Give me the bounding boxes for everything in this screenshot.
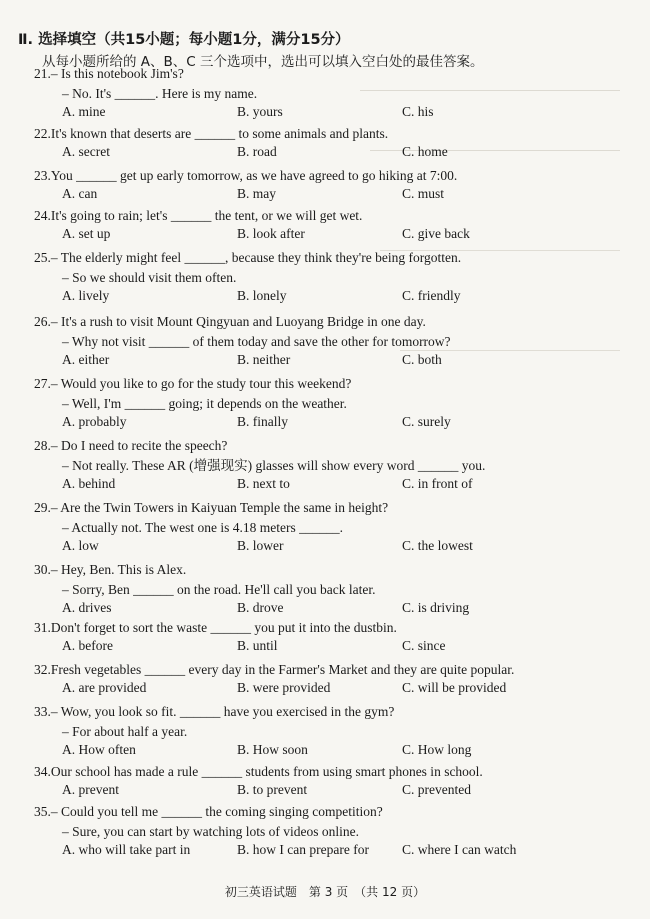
option-c: C. the lowest	[402, 538, 473, 553]
option-a: A. mine	[62, 104, 106, 119]
option-a: A. before	[62, 638, 113, 653]
question-text: You ______ get up early tomorrow, as we have agreed to go hiking at 7:00.	[50, 168, 458, 183]
option-c: C. surely	[402, 414, 451, 429]
question-stem	[34, 166, 634, 186]
question-line: – Well, I'm ______ going; it depends on the weather.	[62, 396, 347, 411]
question-line: – Not really. These AR (增强现实) glasses will show every word ______ you.	[62, 458, 486, 473]
question-number: 27.	[34, 376, 51, 391]
option-c: C. is driving	[402, 600, 470, 615]
option-c: C. in front of	[402, 476, 473, 491]
option-a: A. behind	[62, 476, 116, 491]
question-32	[34, 660, 634, 700]
answer-options	[34, 782, 634, 802]
answer-options	[34, 600, 634, 620]
option-a: A. secret	[62, 144, 110, 159]
question-33	[34, 702, 634, 762]
option-a: A. either	[62, 352, 110, 367]
option-c: C. will be provided	[402, 680, 507, 695]
answer-options	[34, 226, 634, 246]
option-c: C. both	[402, 352, 442, 367]
question-number: 31.	[34, 620, 51, 635]
question-text: Our school has made a rule ______ students from using smart phones in school.	[50, 764, 483, 779]
question-number: 34.	[34, 764, 51, 779]
answer-options	[34, 476, 634, 496]
question-line: – For about half a year.	[62, 724, 188, 739]
question-text: – Do I need to recite the speech?	[50, 438, 228, 453]
option-c: C. his	[402, 104, 434, 119]
answer-options	[34, 414, 634, 434]
answer-options	[34, 842, 634, 862]
question-stem	[34, 374, 634, 394]
question-text: Don't forget to sort the waste ______ you put it into the dustbin.	[50, 620, 397, 635]
option-b: B. to prevent	[237, 782, 308, 797]
question-stem	[34, 762, 634, 782]
question-text: It's going to rain; let's ______ the tent, or we will get wet.	[50, 208, 363, 223]
option-b: B. until	[237, 638, 278, 653]
question-line: – Sure, you can start by watching lots of videos online.	[62, 824, 359, 839]
option-b: B. road	[237, 144, 277, 159]
question-line: – Actually not. The west one is 4.18 meters ______.	[62, 520, 343, 535]
question-stem	[34, 802, 634, 822]
question-29	[34, 498, 634, 558]
option-c: C. must	[402, 186, 445, 201]
question-number: 32.	[34, 662, 51, 677]
question-text: Fresh vegetables ______ every day in the Farmer's Market and they are quite popular.	[50, 662, 515, 677]
question-34	[34, 762, 634, 802]
question-text: – Could you tell me ______ the coming singing competition?	[50, 804, 383, 819]
question-stem	[34, 560, 634, 580]
question-27	[34, 374, 634, 434]
question-line: – Why not visit ______ of them today and save the other for tomorrow?	[62, 334, 451, 349]
option-b: B. neither	[237, 352, 291, 367]
question-30	[34, 560, 634, 620]
question-number: 30.	[34, 562, 51, 577]
question-24	[34, 206, 634, 246]
question-28	[34, 436, 634, 496]
option-b: B. may	[237, 186, 276, 201]
page-footer: 初三英语试题 第 3 页 （共 12 页）	[224, 885, 426, 899]
question-21	[34, 64, 634, 124]
option-b: B. look after	[237, 226, 305, 241]
question-number: 35.	[34, 804, 51, 819]
answer-options	[34, 144, 634, 164]
option-b: B. were provided	[237, 680, 331, 695]
question-number: 22.	[34, 126, 51, 141]
option-b: B. How soon	[237, 742, 308, 757]
question-22	[34, 124, 634, 164]
answer-options	[34, 742, 634, 762]
question-line: – So we should visit them often.	[62, 270, 237, 285]
answer-options	[34, 638, 634, 658]
option-a: A. set up	[62, 226, 111, 241]
option-a: A. prevent	[62, 782, 119, 797]
question-stem	[34, 436, 634, 456]
option-c: C. where I can watch	[402, 842, 517, 857]
question-number: 33.	[34, 704, 51, 719]
section-title: Ⅱ. 选择填空（共15小题；每小题1分，满分15分）	[18, 32, 350, 48]
question-23	[34, 166, 634, 206]
question-number: 29.	[34, 500, 51, 515]
answer-options	[34, 186, 634, 206]
question-text: – Is this notebook Jim's?	[50, 66, 184, 81]
question-line: – No. It's ______. Here is my name.	[62, 86, 258, 101]
option-a: A. who will take part in	[62, 842, 191, 857]
question-text: – Are the Twin Towers in Kaiyuan Temple the same in height?	[50, 500, 389, 515]
answer-options	[34, 680, 634, 700]
option-a: A. can	[62, 186, 98, 201]
question-stem	[34, 660, 634, 680]
option-c: C. How long	[402, 742, 472, 757]
option-c: C. since	[402, 638, 446, 653]
option-a: A. low	[62, 538, 99, 553]
answer-options	[34, 538, 634, 558]
question-number: 21.	[34, 66, 51, 81]
question-stem	[34, 702, 634, 722]
question-stem	[34, 248, 634, 268]
question-stem	[34, 206, 634, 226]
question-text: – The elderly might feel ______, because they think they're being forgotten.	[50, 250, 462, 265]
question-35	[34, 802, 634, 862]
question-stem	[34, 498, 634, 518]
question-line: – Sorry, Ben ______ on the road. He'll call you back later.	[62, 582, 376, 597]
question-text: – It's a rush to visit Mount Qingyuan and Luoyang Bridge in one day.	[50, 314, 426, 329]
question-25	[34, 248, 634, 308]
option-c: C. home	[402, 144, 448, 159]
question-number: 24.	[34, 208, 51, 223]
option-b: B. how I can prepare for	[237, 842, 369, 857]
question-31	[34, 618, 634, 658]
question-text: It's known that deserts are ______ to some animals and plants.	[50, 126, 389, 141]
question-text: – Would you like to go for the study tour this weekend?	[50, 376, 352, 391]
option-a: A. How often	[62, 742, 136, 757]
option-b: B. drove	[237, 600, 284, 615]
question-stem	[34, 124, 634, 144]
question-number: 23.	[34, 168, 51, 183]
question-text: – Wow, you look so fit. ______ have you exercised in the gym?	[50, 704, 395, 719]
question-stem	[34, 64, 634, 84]
question-number: 25.	[34, 250, 51, 265]
answer-options	[34, 104, 634, 124]
option-b: B. yours	[237, 104, 283, 119]
option-b: B. finally	[237, 414, 288, 429]
question-text: – Hey, Ben. This is Alex.	[50, 562, 187, 577]
answer-options	[34, 352, 634, 372]
option-b: B. lonely	[237, 288, 287, 303]
question-number: 28.	[34, 438, 51, 453]
option-a: A. drives	[62, 600, 112, 615]
option-c: C. prevented	[402, 782, 471, 797]
option-a: A. lively	[62, 288, 110, 303]
question-stem	[34, 618, 634, 638]
section-instruction: 从每小题所给的 A、B、C 三个选项中，选出可以填入空白处的最佳答案。	[42, 54, 484, 70]
question-number: 26.	[34, 314, 51, 329]
option-a: A. are provided	[62, 680, 147, 695]
answer-options	[34, 288, 634, 308]
option-b: B. next to	[237, 476, 290, 491]
option-c: C. friendly	[402, 288, 461, 303]
question-stem	[34, 312, 634, 332]
question-26	[34, 312, 634, 372]
option-c: C. give back	[402, 226, 470, 241]
option-a: A. probably	[62, 414, 127, 429]
option-b: B. lower	[237, 538, 284, 553]
